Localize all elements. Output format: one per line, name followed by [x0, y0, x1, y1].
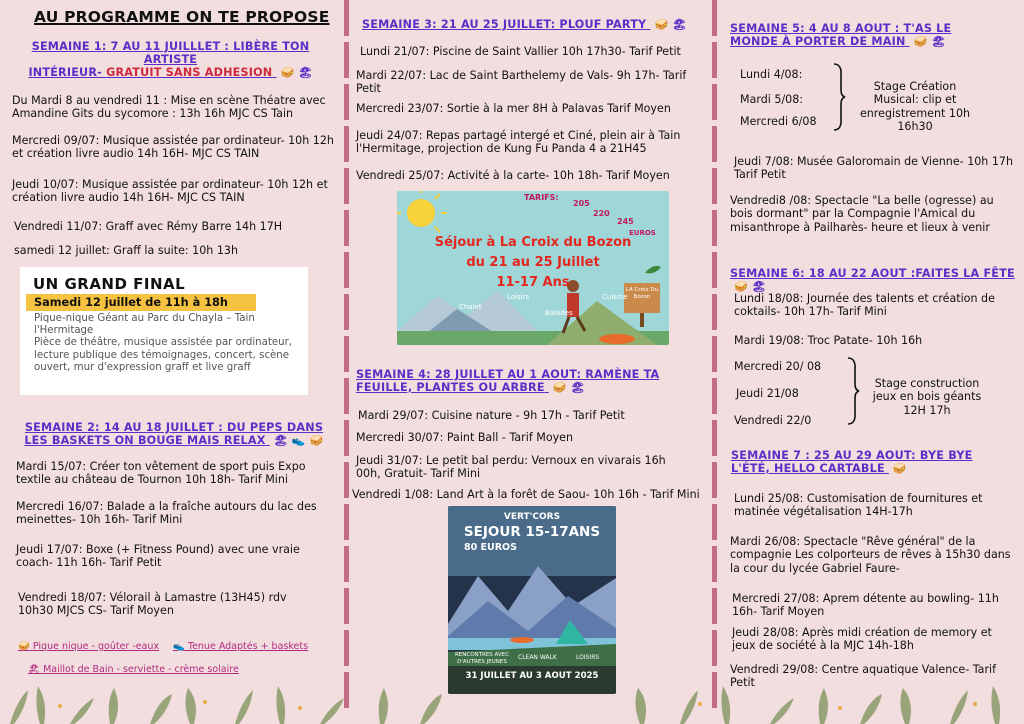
list-item: Vendredi 22/0	[734, 414, 812, 427]
poster-word: Cuisine	[602, 293, 628, 301]
grand-final-date: Samedi 12 juillet de 11h à 18h	[26, 294, 256, 311]
stage-description: Stage construction jeux en bois géants 12H 17h	[872, 377, 982, 417]
poster-sub: LOISIRS	[576, 654, 600, 661]
list-item: Jeudi 31/07: Le petit bal perdu: Vernoux en vivarais 16h 00h, Gratuit- Tarif Mini	[356, 454, 666, 481]
list-item: Mercredi 09/07: Musique assistée par ordinateur- 10h 12h et création livre audio 14h 16H- MJC CS TAIN	[12, 134, 334, 161]
list-item: Mardi 19/08: Troc Patate- 10h 16h	[734, 334, 923, 347]
list-item: Mardi 5/08:	[740, 93, 804, 106]
poster-sign: LA Croix Du Bozon	[625, 287, 659, 300]
sandwich-icon: 🥪	[734, 280, 748, 293]
week-2-title: SEMAINE 2: 14 AU 18 JUILLET : DU PEPS DANS LES BASKETS ON BOUGE MAIS RELAX 🏖 👟 🥪	[24, 421, 324, 447]
list-item: Jeudi 10/07: Musique assistée par ordinateur- 10h 12h et création livre audio 14h 16H- MJC CS TAIN	[12, 178, 328, 205]
sandwich-icon: 🥪	[552, 381, 567, 394]
list-item: Mardi 26/08: Spectacle "Rêve général" de la compagnie Les colporteurs de rêves à 15h30 dans la cour du lycée Gabriel Faure-	[730, 535, 1011, 575]
week-5-title: SEMAINE 5: 4 AU 8 AOUT : T'AS LE MONDE À PORTER DE MAIN 🥪 🏖	[730, 22, 952, 48]
sandwich-icon: 🥪	[280, 66, 295, 79]
grand-final-card	[20, 267, 308, 395]
poster-euros: EUROS	[629, 229, 656, 237]
poster-line-1: Séjour à La Croix du Bozon	[434, 235, 632, 250]
list-item: Lundi 4/08:	[740, 68, 803, 81]
sneaker-icon: 👟	[173, 641, 185, 652]
column-divider-right	[712, 0, 717, 710]
poster-dates: 31 JUILLET AU 3 AOUT 2025	[465, 671, 599, 681]
poster-word: Balades	[545, 309, 573, 317]
poster-word: Loisirs	[507, 293, 530, 301]
list-item: Jeudi 24/07: Repas partagé intergé et Ciné, plein air à Tain l'Hermitage, projection de Kung Fu Panda 4 a 21H45	[356, 129, 681, 156]
list-item: Mardi 29/07: Cuisine nature - 9h 17h - Tarif Petit	[358, 409, 625, 422]
brace-icon	[846, 356, 860, 426]
poster-price: 245	[617, 217, 634, 226]
list-item: Mardi 15/07: Créer ton vêtement de sport puis Expo textile au château de Tournon 10h 18h- Tarif Mini	[16, 460, 306, 487]
croix-du-bozon-poster	[397, 191, 669, 345]
list-item: Mercredi 16/07: Balade a la fraîche autours du lac des meinettes- 10h 16h- Tarif Mini	[16, 500, 317, 527]
beach-chair-icon: 🏖	[751, 280, 767, 293]
sandwich-icon: 🥪	[309, 434, 324, 447]
list-item: Mercredi 30/07: Paint Ball - Tarif Moyen	[356, 431, 574, 444]
poster-price: 220	[593, 209, 610, 218]
sandwich-icon: 🥪	[892, 462, 907, 475]
list-item: Mercredi 27/08: Aprem détente au bowling- 11h 16h- Tarif Moyen	[732, 592, 999, 619]
list-item: Jeudi 17/07: Boxe (+ Fitness Pound) avec une vraie coach- 11h 16h- Tarif Petit	[16, 543, 300, 570]
sandwich-icon: 🥪	[18, 641, 30, 652]
poster-sub: CLEAN WALK	[518, 654, 557, 661]
list-item: Lundi 21/07: Piscine de Saint Vallier 10h 17h30- Tarif Petit	[360, 45, 681, 58]
week-4-title: SEMAINE 4: 28 JUILLET AU 1 AOUT: RAMÈNE TA FEUILLE, PLANTES OU ARBRE 🥪 🏖	[356, 368, 660, 394]
list-item: Mercredi 6/08	[740, 115, 817, 128]
list-item: Jeudi 28/08: Après midi création de memory et jeux de société à la MJC 14h-18h	[732, 626, 992, 653]
list-item: Jeudi 21/08	[736, 387, 799, 400]
list-item: Lundi 25/08: Customisation de fournitures et matinée végétalisation 14H-17h	[734, 492, 983, 519]
column-divider-left	[344, 0, 349, 710]
list-item: Vendredi 18/07: Vélorail à Lamastre (13H45) rdv 10h30 MJCS CS- Tarif Moyen	[18, 591, 287, 618]
poster-tarifs-label: TARIFS:	[524, 193, 559, 202]
list-item: Du Mardi 8 au vendredi 11 : Mise en scène Théatre avec Amandine Gits du sycomore : 13h 16h MJC CS Tain	[12, 94, 326, 121]
beach-chair-icon: 🏖	[273, 434, 288, 447]
sandwich-icon: 🥪	[913, 35, 928, 48]
vertcors-poster	[448, 506, 616, 694]
grand-final-description: Pique-nique Géant au Parc du Chayla – Tain l'Hermitage Pièce de théâtre, musique assistée par ordinateur, lecture publique des témoignages, concert, scène ouvert, mur d'expression graff et live graff	[34, 313, 292, 373]
week-1-title: SEMAINE 1: 7 AU 11 JUILLLET : LIBÈRE TON ARTISTE INTÉRIEUR- GRATUIT SANS ADHESION 🥪 🏖	[28, 40, 313, 79]
list-item: Vendredi 29/08: Centre aquatique Valence- Tarif Petit	[730, 663, 997, 690]
poster-line-2: du 21 au 25 Juillet	[466, 255, 600, 270]
list-item: Vendredi 1/08: Land Art à la forêt de Saou- 10h 16h - Tarif Mini	[352, 488, 700, 501]
list-item: samedi 12 juillet: Graff la suite: 10h 13h	[14, 244, 238, 257]
legend-swim: 🏖 Maillot de Bain - serviette - crème solaire	[28, 664, 239, 675]
list-item: Jeudi 7/08: Musée Galoromain de Vienne- 10h 17h Tarif Petit	[734, 155, 1014, 182]
beach-chair-icon: 🏖	[298, 66, 313, 79]
list-item: Vendredi 25/07: Activité à la carte- 10h 18h- Tarif Moyen	[356, 169, 670, 182]
sneaker-icon: 👟	[291, 434, 306, 447]
page-title: AU PROGRAMME ON TE PROPOSE	[34, 8, 330, 26]
poster-word: Chalet	[459, 303, 482, 311]
list-item: Lundi 18/08: Journée des talents et création de coktails- 10h 17h- Tarif Mini	[734, 292, 995, 319]
list-item: Mercredi 23/07: Sortie à la mer 8H à Palavas Tarif Moyen	[356, 102, 671, 115]
grand-final-title: UN GRAND FINAL	[33, 275, 186, 293]
legend-shoes: 👟 Tenue Adaptés + baskets	[173, 641, 309, 652]
poster-top: VERT'CORS	[503, 512, 561, 522]
list-item: Vendredi 11/07: Graff avec Rémy Barre 14h 17H	[14, 220, 283, 233]
week-3-title: SEMAINE 3: 21 AU 25 JUILLET: PLOUF PARTY 🥪 🏖	[362, 18, 687, 31]
stage-description: Stage Création Musical: clip et enregistrement 10h 16h30	[859, 80, 971, 134]
poster-sub: RENCONTRES AVEC D'AUTRES JEUNES	[454, 652, 510, 665]
poster-title: SEJOUR 15-17ANS	[463, 524, 601, 540]
list-item: Mardi 22/07: Lac de Saint Barthelemy de Vals- 9h 17h- Tarif Petit	[356, 69, 687, 96]
list-item: Vendredi8 /08: Spectacle "La belle (ogresse) au bois dormant" par la Compagnie l'Amical du misanthrope à Pailharès- heure et lieux à venir	[730, 194, 994, 234]
legend-picnic: 🥪 Pique nique - goûter -eaux	[18, 641, 160, 652]
poster-price: 205	[573, 199, 590, 208]
brace-icon	[832, 62, 846, 132]
beach-chair-icon: 🏖	[931, 35, 946, 48]
beach-chair-icon: 🏖	[672, 18, 687, 31]
poster-price: 80 EUROS	[464, 542, 517, 553]
beach-chair-icon: 🏖	[570, 381, 585, 394]
sandwich-icon: 🥪	[654, 18, 669, 31]
list-item: Mercredi 20/ 08	[734, 360, 822, 373]
week-6-title: SEMAINE 6: 18 AU 22 AOUT :FAITES LA FÊTE 🥪 🏖	[730, 267, 1015, 293]
beach-chair-icon: 🏖	[28, 664, 41, 675]
week-7-title: SEMAINE 7 : 25 AU 29 AOUT: BYE BYE L'ÉTÉ, HELLO CARTABLE 🥪	[731, 449, 973, 475]
poster-line-3: 11-17 Ans	[496, 275, 570, 290]
